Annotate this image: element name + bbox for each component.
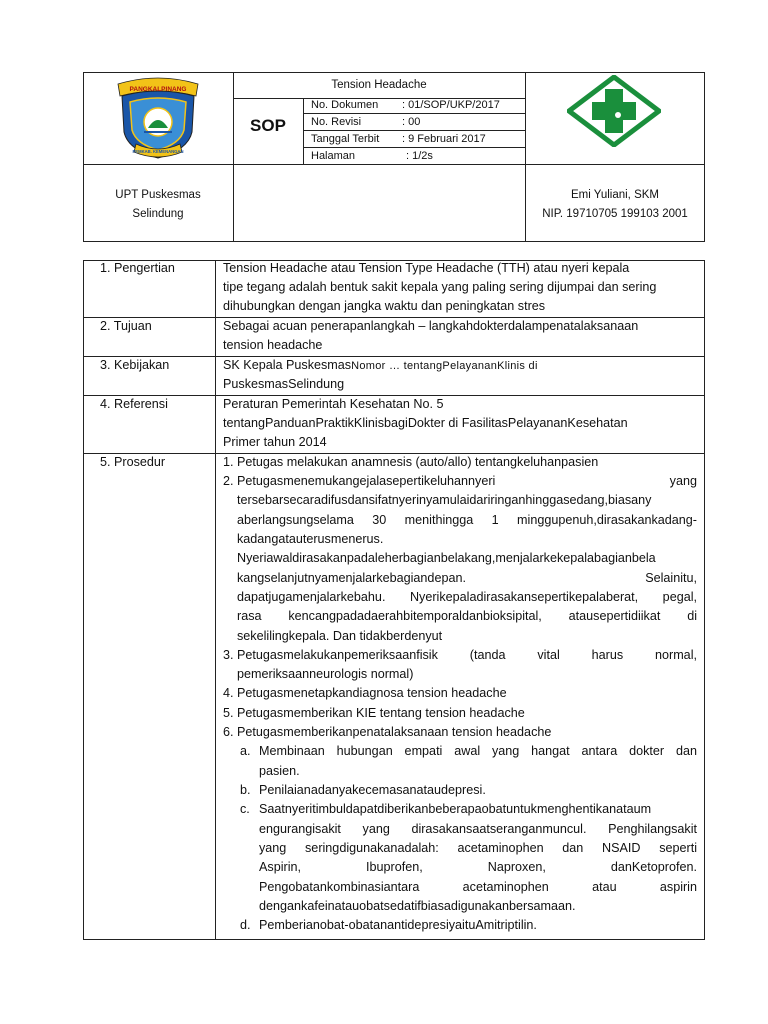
kebijakan-line (223, 356, 538, 376)
section-label-kebijakan: 3. Kebijakan (100, 358, 170, 372)
meta-label: Tanggal Terbit (311, 133, 380, 145)
substep-letter: a. (240, 744, 251, 758)
header-divider (83, 164, 705, 165)
step-number: 1. (223, 455, 234, 469)
step-text: Petugasmenetapkandiagnosa tension headache (237, 686, 507, 700)
step-number: 6. (223, 725, 234, 739)
section-label-tujuan: 2. Tujuan (100, 319, 152, 333)
step-line: kadangatauterusmenerus. (237, 532, 384, 546)
step-text: Petugasmemberikan KIE tentang tension headache (237, 706, 525, 720)
step-line: pemeriksaanneurologis normal) (237, 667, 414, 681)
substep-letter: c. (240, 802, 250, 816)
meta-value: : 1/2s (406, 150, 433, 162)
step-line: rasa kencangpadadaerahbitemporaldanbioksipital, atausepertidiikat di (237, 609, 697, 623)
doc-title: Tension Headache (331, 79, 427, 91)
header-divider (303, 130, 525, 131)
step-number: 4. (223, 686, 234, 700)
substep-line: Pengobatankombinasiantara acetaminophen atau aspirin (259, 880, 697, 894)
step-number: 5. (223, 706, 234, 720)
substep-line: engurangisakit yang dirasakansaatseranganmuncul. Penghilangsakit (259, 822, 697, 836)
meta-label: No. Dokumen (311, 99, 379, 111)
step-line: Nyeriawaldirasakanpadaleherbagianbelakang,menjalarkekepalabagianbela (237, 551, 656, 565)
kebijakan-part: Nomor … tentangPelayananKlinis di (351, 360, 538, 372)
logo-bottom-text: PEMKAB. KEMENANGAN (132, 149, 184, 154)
step-line: Petugasmelakukanpemeriksaanfisik (tanda vital harus normal, (237, 648, 697, 662)
column-divider (215, 260, 216, 940)
substep-line: Membinaan hubungan empati awal yang hangat antara dokter dan (259, 744, 697, 758)
meta-value: : 01/SOP/UKP/2017 (402, 99, 500, 111)
kebijakan-line: PuskesmasSelindung (223, 377, 345, 391)
substep-letter: b. (240, 783, 251, 797)
meta-value: : 9 Februari 2017 (402, 133, 486, 145)
sop-label: SOP (250, 116, 286, 135)
section-label-pengertian: 1. Pengertian (100, 261, 175, 275)
section-label-prosedur: 5. Prosedur (100, 455, 166, 469)
step-line: sekelilingkepala. Dan tidakberdenyut (237, 629, 443, 643)
pengertian-line: Tension Headache atau Tension Type Headache (TTH) atau nyeri kepala (223, 261, 630, 275)
pengertian-line: tipe tegang adalah bentuk sakit kepala yang paling sering dijumpai dan sering (223, 280, 657, 294)
step-text: Petugasmemberikanpenatalaksanaan tension headache (237, 725, 552, 739)
puskesmas-logo (567, 75, 661, 147)
referensi-line: Peraturan Pemerintah Kesehatan No. 5 (223, 397, 444, 411)
signer-name: Emi Yuliani, SKM (571, 189, 659, 201)
logo-top-text: PANGKALPINANG (129, 86, 187, 93)
substep-line: Aspirin, Ibuprofen, Naproxen, danKetoprofen. (259, 860, 697, 874)
substep-text: Penilaianadanyakecemasanataudepresi. (259, 783, 486, 797)
step-line: kangselanjutnyamenjalarkebagiandepan. Selainitu, (237, 571, 697, 585)
step-line: Petugasmenemukangejalasepertikeluhannyeri yang (237, 474, 697, 488)
tujuan-line: Sebagai acuan penerapanlangkah – langkahdokterdalampenatalaksanaan (223, 319, 639, 333)
meta-value: : 00 (402, 116, 421, 128)
step-number: 3. (223, 648, 234, 662)
step-line: tersebarsecaradifusdansifatnyerinyamulaidariringanhinggasedang,biasany (237, 493, 652, 507)
kebijakan-part: SK Kepala Puskesmas (223, 358, 352, 372)
substep-line: yang seringdigunakanadalah: acetaminophen dan NSAID seperti (259, 841, 697, 855)
meta-label: No. Revisi (311, 116, 362, 128)
substep-text: Pemberianobat-obatanantidepresiyaituAmitriptilin. (259, 918, 537, 932)
substep-line: Saatnyeritimbuldapatdiberikanbeberapaobatuntukmenghentikanataum (259, 802, 652, 816)
referensi-line: tentangPanduanPraktikKlinisbagiDokter di FasilitasPelayananKesehatan (223, 416, 628, 430)
pengertian-line: dihubungkan dengan jangka waktu dan peningkatan stres (223, 299, 546, 313)
substep-line: pasien. (259, 764, 300, 778)
header-divider (303, 147, 525, 148)
step-number: 2. (223, 474, 234, 488)
signer-nip: NIP. 19710705 199103 2001 (542, 208, 688, 220)
tujuan-line: tension headache (223, 338, 323, 352)
regency-logo (108, 74, 208, 162)
org-name: UPT Puskesmas (115, 189, 201, 201)
section-label-referensi: 4. Referensi (100, 397, 168, 411)
header-divider (303, 113, 525, 114)
org-location: Selindung (132, 208, 184, 220)
header-divider (303, 98, 304, 164)
substep-letter: d. (240, 918, 251, 932)
substep-line: dengankafeinatauobatsedatifbiasadigunakanbersamaan. (259, 899, 576, 913)
step-text: Petugas melakukan anamnesis (auto/allo) tentangkeluhanpasien (237, 455, 599, 469)
meta-label: Halaman (311, 150, 356, 162)
step-line: aberlangsungselama 30 menithingga 1 minggupenuh,dirasakankadang- (237, 513, 697, 527)
referensi-line: Primer tahun 2014 (223, 435, 327, 449)
step-line: dapatjugamenjalarkebahu. Nyerikepaladirasakansepertikepalaberat, pegal, (237, 590, 697, 604)
